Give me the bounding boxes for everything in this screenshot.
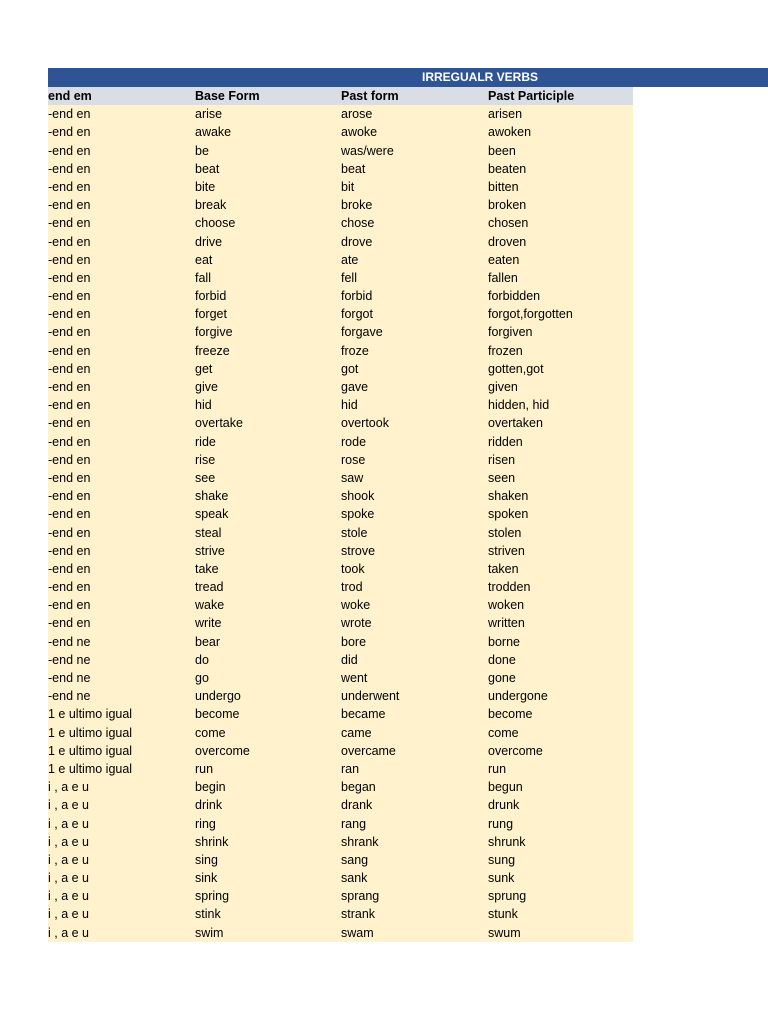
base-form-cell: give xyxy=(195,380,218,394)
table-title-bar xyxy=(48,68,768,87)
table-row xyxy=(48,833,633,851)
table-row xyxy=(48,887,633,905)
table-row xyxy=(48,560,633,578)
past-form-cell: strank xyxy=(341,907,376,922)
past-participle-cell: forbidden xyxy=(488,289,541,304)
table-row xyxy=(48,542,633,560)
table-row xyxy=(48,160,633,178)
ending-cell: 1 e ultimo igual xyxy=(48,707,133,722)
base-form-cell: shrink xyxy=(195,834,229,849)
past-participle-cell: risen xyxy=(488,452,516,467)
table-row xyxy=(48,651,633,669)
past-form-cell: shrank xyxy=(341,834,379,849)
past-participle-cell: been xyxy=(488,143,516,158)
base-form-cell: bear xyxy=(195,634,221,649)
table-row xyxy=(48,469,633,487)
table-row xyxy=(48,251,633,269)
table-row xyxy=(48,323,633,341)
past-participle-cell: written xyxy=(488,616,525,631)
past-form-cell: wrote xyxy=(341,616,372,631)
ending-cell: -end en xyxy=(48,307,91,322)
past-form-cell: fell xyxy=(341,270,357,285)
past-form-cell: began xyxy=(341,780,376,795)
past-form-cell: shook xyxy=(341,489,375,504)
past-form-cell: woke xyxy=(341,598,371,613)
base-form-cell: speak xyxy=(195,507,229,522)
ending-cell: -end en xyxy=(48,434,91,449)
ending-cell: -end en xyxy=(48,143,91,158)
table-row xyxy=(48,596,633,614)
verb-table xyxy=(48,87,633,942)
past-form-cell: ran xyxy=(341,761,360,776)
past-form-cell: saw xyxy=(341,470,364,485)
base-form-cell: stink xyxy=(195,907,221,922)
base-form-cell: overtake xyxy=(195,416,243,431)
base-form-cell: fall xyxy=(195,270,211,285)
past-form-cell: became xyxy=(341,707,386,722)
base-form-cell: go xyxy=(195,671,209,685)
past-participle-cell: eaten xyxy=(488,252,520,267)
past-participle-cell: undergone xyxy=(488,689,548,704)
base-form-cell: tread xyxy=(195,580,224,595)
past-form-cell: drove xyxy=(341,234,373,249)
base-form-cell: break xyxy=(195,198,227,213)
past-form-cell: awoke xyxy=(341,125,378,140)
ending-cell: i , a e u xyxy=(48,889,89,904)
past-participle-cell: sung xyxy=(488,852,516,867)
ending-cell: -end en xyxy=(48,580,91,595)
past-participle-cell: borne xyxy=(488,634,520,649)
past-form-cell: beat xyxy=(341,161,366,176)
table-row xyxy=(48,924,633,942)
header-row xyxy=(48,87,633,105)
base-form-cell: sink xyxy=(195,871,218,886)
table-row xyxy=(48,451,633,469)
past-participle-cell: sunk xyxy=(488,871,515,886)
ending-cell: -end en xyxy=(48,398,91,413)
past-participle-cell: gone xyxy=(488,671,516,685)
past-participle-cell: sprung xyxy=(488,889,527,904)
ending-cell: -end en xyxy=(48,252,91,267)
past-participle-cell: become xyxy=(488,707,533,722)
base-form-cell: awake xyxy=(195,125,232,140)
table-row xyxy=(48,869,633,887)
past-participle-cell: forgiven xyxy=(488,325,533,340)
past-participle-cell: woken xyxy=(488,598,525,613)
past-form-cell: bit xyxy=(341,179,355,194)
base-form-cell: forgive xyxy=(195,325,233,340)
base-form-cell: come xyxy=(195,725,226,740)
base-form-cell: write xyxy=(195,616,222,631)
past-participle-cell: fallen xyxy=(488,270,518,285)
ending-cell: 1 e ultimo igual xyxy=(48,761,133,776)
past-participle-cell: hidden, hid xyxy=(488,398,550,413)
base-form-cell: eat xyxy=(195,252,213,267)
base-form-cell: ride xyxy=(195,434,216,449)
table-row xyxy=(48,433,633,451)
past-form-cell: sprang xyxy=(341,889,380,904)
past-form-cell: chose xyxy=(341,216,375,231)
past-form-cell: stole xyxy=(341,525,368,540)
past-form-cell: did xyxy=(341,652,358,667)
table-row xyxy=(48,524,633,542)
past-form-cell: drank xyxy=(341,798,373,813)
ending-cell: 1 e ultimo igual xyxy=(48,725,133,740)
ending-cell: -end en xyxy=(48,361,91,376)
past-participle-cell: stolen xyxy=(488,525,522,540)
ending-cell: -end en xyxy=(48,125,91,140)
past-form-cell: strove xyxy=(341,543,376,558)
ending-cell: -end en xyxy=(48,161,91,176)
past-participle-cell: gotten,got xyxy=(488,361,544,376)
header-cell-ending: end em xyxy=(48,89,92,103)
past-form-cell: swam xyxy=(341,925,374,940)
past-form-cell: sang xyxy=(341,852,369,867)
table-row xyxy=(48,578,633,596)
table-row xyxy=(48,778,633,796)
table-row xyxy=(48,214,633,232)
table-row xyxy=(48,669,633,687)
ending-cell: i , a e u xyxy=(48,798,89,813)
past-participle-cell: run xyxy=(488,761,507,776)
past-participle-cell: begun xyxy=(488,780,523,795)
ending-cell: -end en xyxy=(48,325,91,340)
ending-cell: -end en xyxy=(48,598,91,613)
table-row xyxy=(48,360,633,378)
past-form-cell: rose xyxy=(341,452,366,467)
base-form-cell: swim xyxy=(195,925,224,940)
past-participle-cell: overtaken xyxy=(488,416,543,431)
ending-cell: -end en xyxy=(48,343,91,358)
past-participle-cell: swum xyxy=(488,925,521,940)
past-participle-cell: come xyxy=(488,725,519,740)
past-participle-cell: beaten xyxy=(488,161,527,176)
past-participle-cell: arisen xyxy=(488,107,523,122)
table-row xyxy=(48,760,633,778)
past-participle-cell: chosen xyxy=(488,216,529,231)
header-cell-past-form: Past form xyxy=(341,89,399,103)
base-form-cell: get xyxy=(195,361,213,376)
past-form-cell: ate xyxy=(341,252,359,267)
base-form-cell: sing xyxy=(195,852,218,867)
past-form-cell: rang xyxy=(341,816,367,831)
past-participle-cell: trodden xyxy=(488,580,531,595)
base-form-cell: arise xyxy=(195,107,223,122)
ending-cell: i , a e u xyxy=(48,871,89,886)
base-form-cell: begin xyxy=(195,780,226,795)
past-form-cell: overcame xyxy=(341,743,396,758)
past-form-cell: arose xyxy=(341,107,373,122)
table-row xyxy=(48,142,633,160)
past-form-cell: gave xyxy=(341,380,369,394)
past-form-cell: bore xyxy=(341,634,367,649)
ending-cell: -end en xyxy=(48,452,91,467)
past-form-cell: sank xyxy=(341,871,368,886)
table-row xyxy=(48,505,633,523)
past-participle-cell: droven xyxy=(488,234,527,249)
table-title: IRREGUALR VERBS xyxy=(422,70,539,84)
header-cell-past-participle: Past Participle xyxy=(488,89,575,103)
table-row xyxy=(48,724,633,742)
past-participle-cell: bitten xyxy=(488,179,519,194)
ending-cell: i , a e u xyxy=(48,834,89,849)
base-form-cell: hid xyxy=(195,398,212,413)
past-form-cell: forbid xyxy=(341,289,373,304)
past-participle-cell: overcome xyxy=(488,743,543,758)
ending-cell: -end en xyxy=(48,289,91,304)
base-form-cell: spring xyxy=(195,889,230,904)
past-participle-cell: spoken xyxy=(488,507,529,522)
ending-cell: -end en xyxy=(48,216,91,231)
past-participle-cell: rung xyxy=(488,816,514,831)
past-form-cell: rode xyxy=(341,434,367,449)
past-participle-cell: stunk xyxy=(488,907,518,922)
past-participle-cell: shaken xyxy=(488,489,529,504)
table-row xyxy=(48,796,633,814)
ending-cell: -end en xyxy=(48,270,91,285)
base-form-cell: be xyxy=(195,143,209,158)
past-participle-cell: broken xyxy=(488,198,527,213)
base-form-cell: bite xyxy=(195,179,216,194)
past-form-cell: forgave xyxy=(341,325,383,340)
base-form-cell: wake xyxy=(195,598,225,613)
table-row xyxy=(48,815,633,833)
table-row xyxy=(48,105,633,123)
past-form-cell: froze xyxy=(341,343,369,358)
base-form-cell: choose xyxy=(195,216,236,231)
table-row xyxy=(48,705,633,723)
ending-cell: -end en xyxy=(48,234,91,249)
table-row xyxy=(48,233,633,251)
past-participle-cell: awoken xyxy=(488,125,532,140)
ending-cell: -end en xyxy=(48,198,91,213)
ending-cell: -end en xyxy=(48,179,91,194)
past-participle-cell: taken xyxy=(488,561,519,576)
base-form-cell: ring xyxy=(195,816,216,831)
base-form-cell: drive xyxy=(195,234,223,249)
ending-cell: -end en xyxy=(48,561,91,576)
ending-cell: -end en xyxy=(48,489,91,504)
table-row xyxy=(48,905,633,923)
base-form-cell: strive xyxy=(195,543,225,558)
past-participle-cell: frozen xyxy=(488,343,523,358)
base-form-cell: freeze xyxy=(195,343,230,358)
past-form-cell: hid xyxy=(341,398,358,413)
past-participle-cell: done xyxy=(488,652,516,667)
ending-cell: -end ne xyxy=(48,634,91,649)
table-row xyxy=(48,687,633,705)
past-participle-cell: seen xyxy=(488,470,516,485)
base-form-cell: become xyxy=(195,707,240,722)
past-form-cell: went xyxy=(341,671,368,685)
ending-cell: -end ne xyxy=(48,652,91,667)
ending-cell: -end ne xyxy=(48,689,91,704)
base-form-cell: take xyxy=(195,561,219,576)
ending-cell: -end en xyxy=(48,107,91,122)
base-form-cell: steal xyxy=(195,525,222,540)
ending-cell: -end en xyxy=(48,416,91,431)
base-form-cell: overcome xyxy=(195,743,250,758)
table-row xyxy=(48,414,633,432)
table-row xyxy=(48,196,633,214)
ending-cell: -end en xyxy=(48,616,91,631)
ending-cell: -end en xyxy=(48,543,91,558)
header-cell-base-form: Base Form xyxy=(195,89,260,103)
past-participle-cell: given xyxy=(488,380,518,394)
base-form-cell: undergo xyxy=(195,689,241,704)
base-form-cell: see xyxy=(195,470,216,485)
past-participle-cell: forgot,forgotten xyxy=(488,307,573,322)
past-form-cell: was/were xyxy=(341,143,394,158)
base-form-cell: forbid xyxy=(195,289,227,304)
past-form-cell: overtook xyxy=(341,416,389,431)
base-form-cell: forget xyxy=(195,307,227,322)
base-form-cell: shake xyxy=(195,489,229,504)
ending-cell: -end en xyxy=(48,470,91,485)
past-form-cell: underwent xyxy=(341,689,400,704)
ending-cell: -end en xyxy=(48,380,91,394)
past-form-cell: took xyxy=(341,561,365,576)
base-form-cell: beat xyxy=(195,161,220,176)
table-row xyxy=(48,487,633,505)
table-row xyxy=(48,269,633,287)
ending-cell: -end en xyxy=(48,507,91,522)
past-form-cell: spoke xyxy=(341,507,375,522)
ending-cell: i , a e u xyxy=(48,780,89,795)
base-form-cell: drink xyxy=(195,798,223,813)
ending-cell: 1 e ultimo igual xyxy=(48,743,133,758)
past-form-cell: broke xyxy=(341,198,373,213)
ending-cell: i , a e u xyxy=(48,816,89,831)
past-participle-cell: ridden xyxy=(488,434,523,449)
past-form-cell: trod xyxy=(341,580,363,595)
ending-cell: i , a e u xyxy=(48,852,89,867)
past-participle-cell: shrunk xyxy=(488,834,526,849)
past-form-cell: forgot xyxy=(341,307,373,322)
table-row xyxy=(48,287,633,305)
table-row xyxy=(48,305,633,323)
past-form-cell: got xyxy=(341,361,359,376)
table-row xyxy=(48,123,633,141)
table-row xyxy=(48,614,633,632)
table-row xyxy=(48,342,633,360)
table-row xyxy=(48,178,633,196)
table-body xyxy=(48,105,633,942)
table-row xyxy=(48,633,633,651)
ending-cell: i , a e u xyxy=(48,925,89,940)
table-row xyxy=(48,851,633,869)
past-participle-cell: drunk xyxy=(488,798,520,813)
table-row xyxy=(48,378,633,396)
table-row xyxy=(48,742,633,760)
ending-cell: i , a e u xyxy=(48,907,89,922)
table-row xyxy=(48,396,633,414)
past-participle-cell: striven xyxy=(488,543,525,558)
ending-cell: -end ne xyxy=(48,671,91,685)
base-form-cell: rise xyxy=(195,452,216,467)
past-form-cell: came xyxy=(341,725,372,740)
base-form-cell: run xyxy=(195,761,214,776)
base-form-cell: do xyxy=(195,652,209,667)
ending-cell: -end en xyxy=(48,525,91,540)
